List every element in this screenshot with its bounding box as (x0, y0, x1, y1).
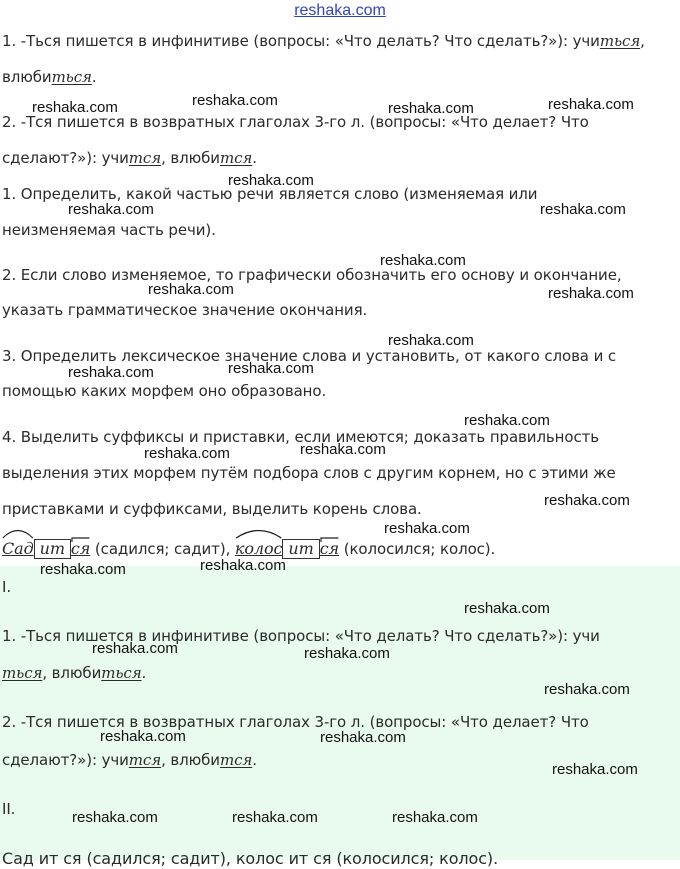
section-roman-2: II. (2, 800, 16, 818)
answer-rule-2-line-2 (2, 750, 257, 770)
watermark-text: reshaka.com (304, 645, 390, 662)
watermark-text: reshaka.com (232, 809, 318, 826)
rule-2-text: сделают?»): учи (2, 149, 129, 167)
postfix-text: ся (70, 539, 91, 558)
watermark-text: reshaka.com (384, 520, 470, 537)
watermark-text: reshaka.com (380, 252, 466, 269)
punct: . (252, 149, 257, 167)
section-roman-1: I. (2, 578, 11, 596)
answer-text: сделают?»): учи (2, 751, 129, 769)
watermark-text: reshaka.com (552, 761, 638, 778)
root-mark (235, 539, 282, 559)
answer-rule-1-line-1: 1. -Ться пишется в инфинитиве (вопросы: «Что делать? Что сделать?»): учи (2, 627, 600, 645)
highlight-ending: тся (128, 149, 162, 167)
answer-rule-2-line-1: 2. -Тся пишется в возвратных глаголах 3-го л. (вопросы: «Что делает? Что (2, 713, 589, 731)
morph-note: (садился; садит), (90, 540, 235, 558)
postfix-arc-icon (71, 537, 90, 543)
rule-2-text: , влюби (161, 149, 220, 167)
step-3-line-2: помощью каких морфем оно образовано. (2, 382, 327, 400)
watermark-text: reshaka.com (144, 445, 230, 462)
watermark-text: reshaka.com (300, 441, 386, 458)
step-2-line-1: 2. Если слово изменяемое, то графически обозначить его основу и окончание, (2, 266, 622, 284)
suffix-box: ит (34, 539, 71, 559)
rule-1-line-1 (2, 31, 645, 51)
step-1-line-2: неизменяемая часть речи). (2, 221, 216, 239)
watermark-text: reshaka.com (544, 681, 630, 698)
highlight-ending: тся (128, 751, 162, 769)
step-3-line-1: 3. Определить лексическое значение слова и установить, от какого слова и с (2, 347, 617, 365)
watermark-text: reshaka.com (464, 412, 550, 429)
rule-2-line-1: 2. -Тся пишется в возвратных глаголах 3-го л. (вопросы: «Что делает? Что (2, 113, 589, 131)
watermark-text: reshaka.com (464, 600, 550, 617)
watermark-text: reshaka.com (388, 100, 474, 117)
highlight-ending: ться (51, 68, 92, 86)
rule-1-line-2 (2, 67, 97, 87)
highlight-ending: ться (599, 32, 641, 50)
punct: . (252, 751, 257, 769)
ending-mark (71, 539, 90, 559)
watermark-text: reshaka.com (100, 728, 186, 745)
answer-morph-line-cut: Сад ит ся (садился; садит), колос ит ся (колосился; колос). (2, 849, 499, 868)
highlight-ending: ться (2, 664, 43, 682)
root-text: Сад (2, 539, 34, 558)
highlight-ending: ться (101, 664, 142, 682)
step-4-line-3: приставками и суффиксами, выделить корень слова. (2, 500, 422, 518)
watermark-text: reshaka.com (228, 360, 314, 377)
watermark-text: reshaka.com (388, 332, 474, 349)
watermark-text: reshaka.com (148, 281, 234, 298)
watermark-text: reshaka.com (68, 364, 154, 381)
watermark-text: reshaka.com (548, 96, 634, 113)
root-mark (2, 539, 34, 559)
step-2-line-2: указать грамматическое значение окончания. (2, 301, 368, 319)
watermark-text: reshaka.com (228, 172, 314, 189)
watermark-text: reshaka.com (72, 809, 158, 826)
step-4-line-1: 4. Выделить суффиксы и приставки, если имеются; доказать правильность (2, 428, 599, 446)
highlight-ending: тся (219, 751, 253, 769)
answer-text: , влюби (42, 664, 102, 682)
punct: . (141, 664, 147, 682)
watermark-text: reshaka.com (548, 285, 634, 302)
watermark-text: reshaka.com (32, 99, 118, 116)
suffix-box: ит (282, 539, 319, 559)
step-1-line-1: 1. Определить, какой частью речи является слово (изменяемая или (2, 185, 538, 203)
answer-text: , влюби (161, 751, 220, 769)
watermark-text: reshaka.com (68, 201, 154, 218)
highlight-ending: тся (219, 149, 253, 167)
rule-1-word: влюби (2, 68, 52, 86)
rule-1-text: 1. -Ться пишется в инфинитиве (вопросы: «Что делать? Что сделать?»): учи (2, 32, 600, 50)
watermark-text: reshaka.com (320, 729, 406, 746)
root-arc-icon (2, 527, 34, 539)
postfix-arc-icon (320, 537, 339, 543)
watermark-text: reshaka.com (540, 201, 626, 218)
root-text: колос (234, 539, 283, 558)
rule-2-line-2 (2, 148, 257, 168)
watermark-text: reshaka.com (392, 809, 478, 826)
morph-note: (колосился; колос). (339, 540, 496, 558)
site-watermark-link[interactable]: reshaka.com (294, 2, 386, 19)
watermark-text: reshaka.com (40, 561, 126, 578)
punct: . (91, 68, 97, 86)
postfix-text: ся (319, 539, 340, 558)
morpheme-analysis-line (2, 539, 495, 559)
ending-mark (320, 539, 339, 559)
answer-rule-1-line-2 (2, 663, 146, 683)
watermark-text: reshaka.com (192, 92, 278, 109)
root-arc-icon (235, 527, 282, 539)
watermark-text: reshaka.com (544, 492, 630, 509)
watermark-text: reshaka.com (92, 640, 178, 657)
step-4-line-2: выделения этих морфем путём подбора слов с другим корнем, но с этими же (2, 464, 616, 482)
watermark-text: reshaka.com (200, 557, 286, 574)
punct: , (640, 32, 645, 50)
